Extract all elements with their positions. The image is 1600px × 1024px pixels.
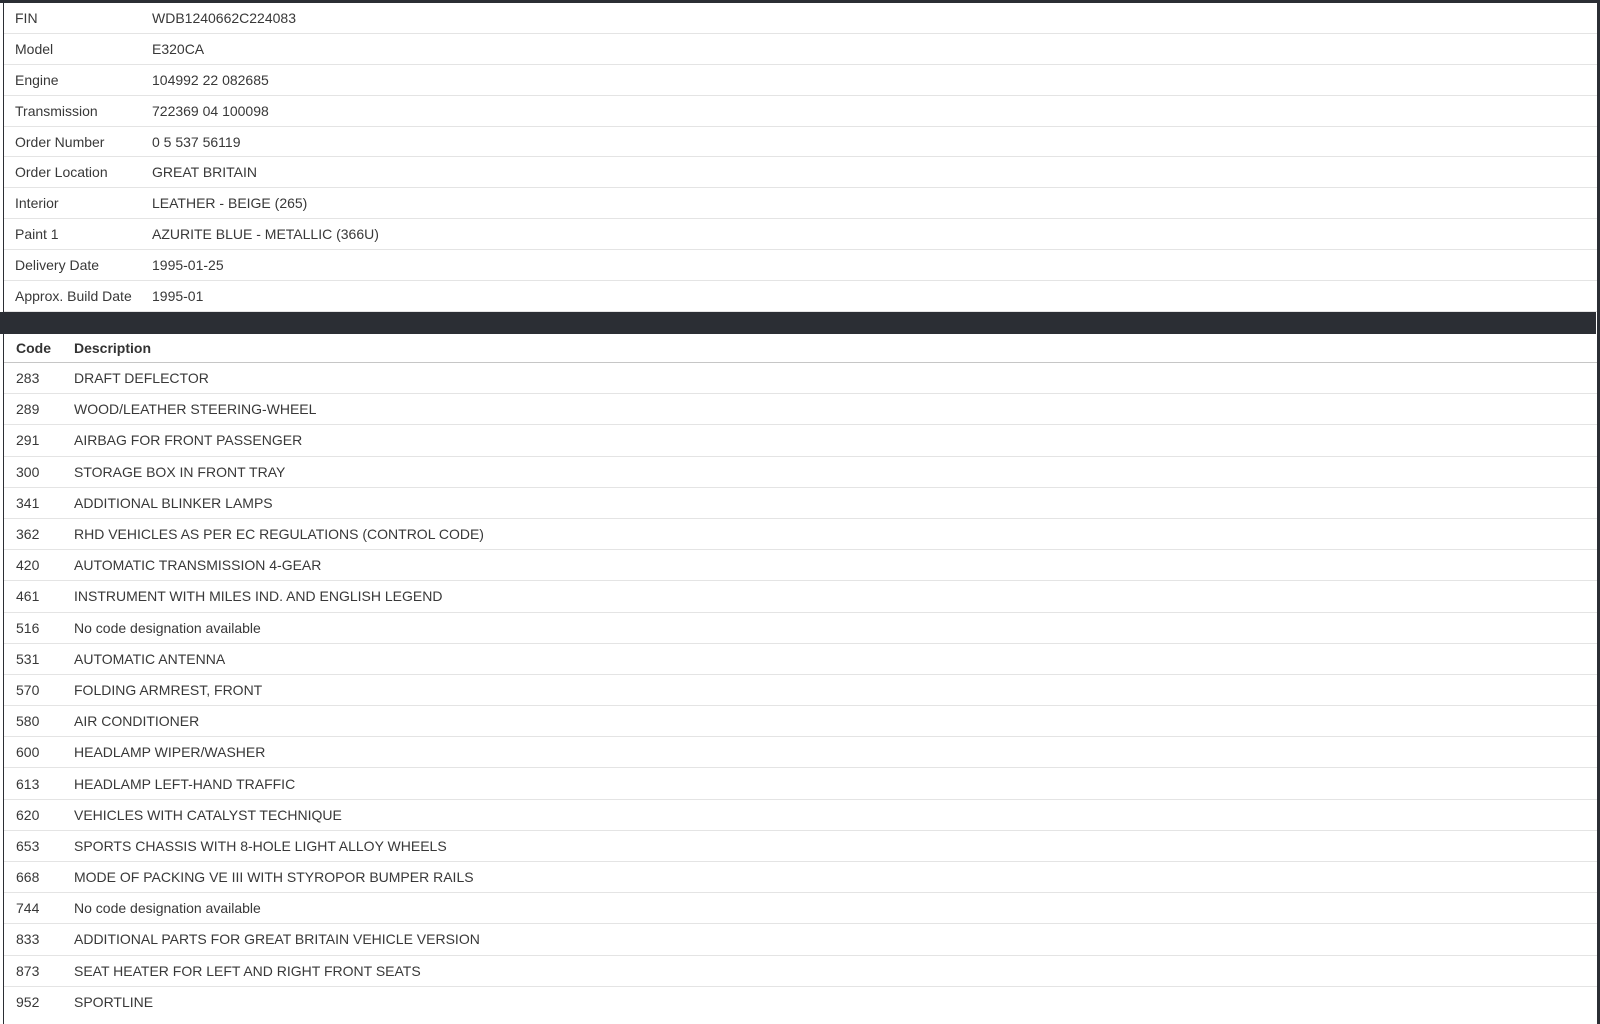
option-code-row xyxy=(4,363,1597,394)
vehicle-info-value: LEATHER - BEIGE (265) xyxy=(152,195,308,212)
vehicle-info-row xyxy=(4,281,1597,312)
option-description-cell: No code designation available xyxy=(74,900,261,917)
option-description-cell: ADDITIONAL BLINKER LAMPS xyxy=(74,494,273,511)
option-description-cell: SEAT HEATER FOR LEFT AND RIGHT FRONT SEATS xyxy=(74,962,421,979)
option-code-row xyxy=(4,488,1597,519)
option-code-cell: 570 xyxy=(16,681,40,698)
option-code-cell: 362 xyxy=(16,526,40,543)
vehicle-info-value: 1995-01-25 xyxy=(152,257,224,274)
vehicle-info-value: 1995-01 xyxy=(152,287,204,304)
option-description-cell: HEADLAMP WIPER/WASHER xyxy=(74,744,266,761)
option-code-cell: 873 xyxy=(16,962,40,979)
option-code-row xyxy=(4,644,1597,675)
vehicle-info-row xyxy=(4,96,1597,127)
option-code-cell: 531 xyxy=(16,650,40,667)
option-code-row xyxy=(4,956,1597,987)
vehicle-info-value: 0 5 537 56119 xyxy=(152,133,241,150)
option-code-row xyxy=(4,519,1597,550)
description-column-header: Description xyxy=(74,340,152,356)
option-code-row xyxy=(4,550,1597,581)
option-code-row xyxy=(4,768,1597,799)
option-code-row xyxy=(4,425,1597,456)
vehicle-info-row xyxy=(4,188,1597,219)
option-code-row xyxy=(4,394,1597,425)
vehicle-info-table xyxy=(4,3,1597,312)
option-code-cell: 952 xyxy=(16,994,40,1011)
option-code-row xyxy=(4,457,1597,488)
vehicle-info-label: Model xyxy=(15,40,54,57)
option-code-cell: 283 xyxy=(16,370,40,387)
option-description-cell: AUTOMATIC ANTENNA xyxy=(74,650,226,667)
vehicle-info-label: Approx. Build Date xyxy=(15,287,132,304)
vehicle-info-label: Transmission xyxy=(15,102,98,119)
vehicle-info-label: FIN xyxy=(15,9,38,26)
option-code-cell: 420 xyxy=(16,557,40,574)
option-code-cell: 833 xyxy=(16,931,40,948)
option-codes-table xyxy=(4,334,1597,1018)
option-description-cell: FOLDING ARMREST, FRONT xyxy=(74,681,263,698)
option-code-row xyxy=(4,987,1597,1018)
vehicle-info-label: Delivery Date xyxy=(15,257,100,274)
vehicle-info-row xyxy=(4,219,1597,250)
vehicle-info-label: Paint 1 xyxy=(15,226,59,243)
option-code-cell: 668 xyxy=(16,869,40,886)
vehicle-info-row xyxy=(4,157,1597,188)
option-code-cell: 613 xyxy=(16,775,40,792)
option-description-cell: MODE OF PACKING VE III WITH STYROPOR BUMPER RAILS xyxy=(74,869,474,886)
vehicle-info-value: 104992 22 082685 xyxy=(152,71,269,88)
option-description-cell: SPORTLINE xyxy=(74,994,154,1011)
option-code-cell: 300 xyxy=(16,463,40,480)
option-code-cell: 580 xyxy=(16,713,40,730)
option-code-row xyxy=(4,862,1597,893)
option-codes-header-row xyxy=(4,334,1597,363)
option-description-cell: HEADLAMP LEFT-HAND TRAFFIC xyxy=(74,775,296,792)
option-description-cell: WOOD/LEATHER STEERING-WHEEL xyxy=(74,401,317,418)
option-code-row xyxy=(4,831,1597,862)
option-code-row xyxy=(4,581,1597,612)
vehicle-info-value: GREAT BRITAIN xyxy=(152,164,258,181)
vehicle-info-row xyxy=(4,3,1597,34)
option-description-cell: DRAFT DEFLECTOR xyxy=(74,370,209,387)
vehicle-info-value: AZURITE BLUE - METALLIC (366U) xyxy=(152,226,379,243)
option-code-cell: 600 xyxy=(16,744,40,761)
option-code-row xyxy=(4,800,1597,831)
vehicle-info-value: E320CA xyxy=(152,40,205,57)
option-code-cell: 620 xyxy=(16,806,40,823)
option-code-row xyxy=(4,893,1597,924)
option-code-cell: 291 xyxy=(16,432,40,449)
vehicle-info-label: Interior xyxy=(15,195,59,212)
option-code-cell: 289 xyxy=(16,401,40,418)
option-description-cell: No code designation available xyxy=(74,619,261,636)
vehicle-info-label: Order Number xyxy=(15,133,105,150)
code-column-header: Code xyxy=(16,340,51,356)
option-code-row xyxy=(4,613,1597,644)
option-description-cell: STORAGE BOX IN FRONT TRAY xyxy=(74,463,286,480)
vehicle-info-row xyxy=(4,65,1597,96)
option-description-cell: AUTOMATIC TRANSMISSION 4-GEAR xyxy=(74,557,322,574)
option-description-cell: SPORTS CHASSIS WITH 8-HOLE LIGHT ALLOY WHEELS xyxy=(74,837,447,854)
option-code-row xyxy=(4,706,1597,737)
option-description-cell: INSTRUMENT WITH MILES IND. AND ENGLISH LEGEND xyxy=(74,588,443,605)
option-description-cell: RHD VEHICLES AS PER EC REGULATIONS (CONTROL CODE) xyxy=(74,526,484,543)
vehicle-info-row xyxy=(4,34,1597,65)
option-code-row xyxy=(4,924,1597,955)
option-code-cell: 744 xyxy=(16,900,40,917)
section-divider-band xyxy=(0,312,1596,334)
vehicle-info-row xyxy=(4,250,1597,281)
option-code-cell: 516 xyxy=(16,619,40,636)
option-code-cell: 461 xyxy=(16,588,40,605)
option-description-cell: AIR CONDITIONER xyxy=(74,713,200,730)
option-codes-body xyxy=(4,363,1597,1018)
vehicle-info-value: WDB1240662C224083 xyxy=(152,9,296,26)
option-code-row xyxy=(4,737,1597,768)
option-description-cell: ADDITIONAL PARTS FOR GREAT BRITAIN VEHICLE VERSION xyxy=(74,931,480,948)
option-code-cell: 653 xyxy=(16,837,40,854)
option-description-cell: VEHICLES WITH CATALYST TECHNIQUE xyxy=(74,806,342,823)
option-code-cell: 341 xyxy=(16,494,40,511)
vehicle-info-value: 722369 04 100098 xyxy=(152,102,269,119)
vehicle-info-label: Order Location xyxy=(15,164,108,181)
vehicle-info-label: Engine xyxy=(15,71,59,88)
option-code-row xyxy=(4,675,1597,706)
option-description-cell: AIRBAG FOR FRONT PASSENGER xyxy=(74,432,303,449)
vehicle-info-row xyxy=(4,127,1597,158)
